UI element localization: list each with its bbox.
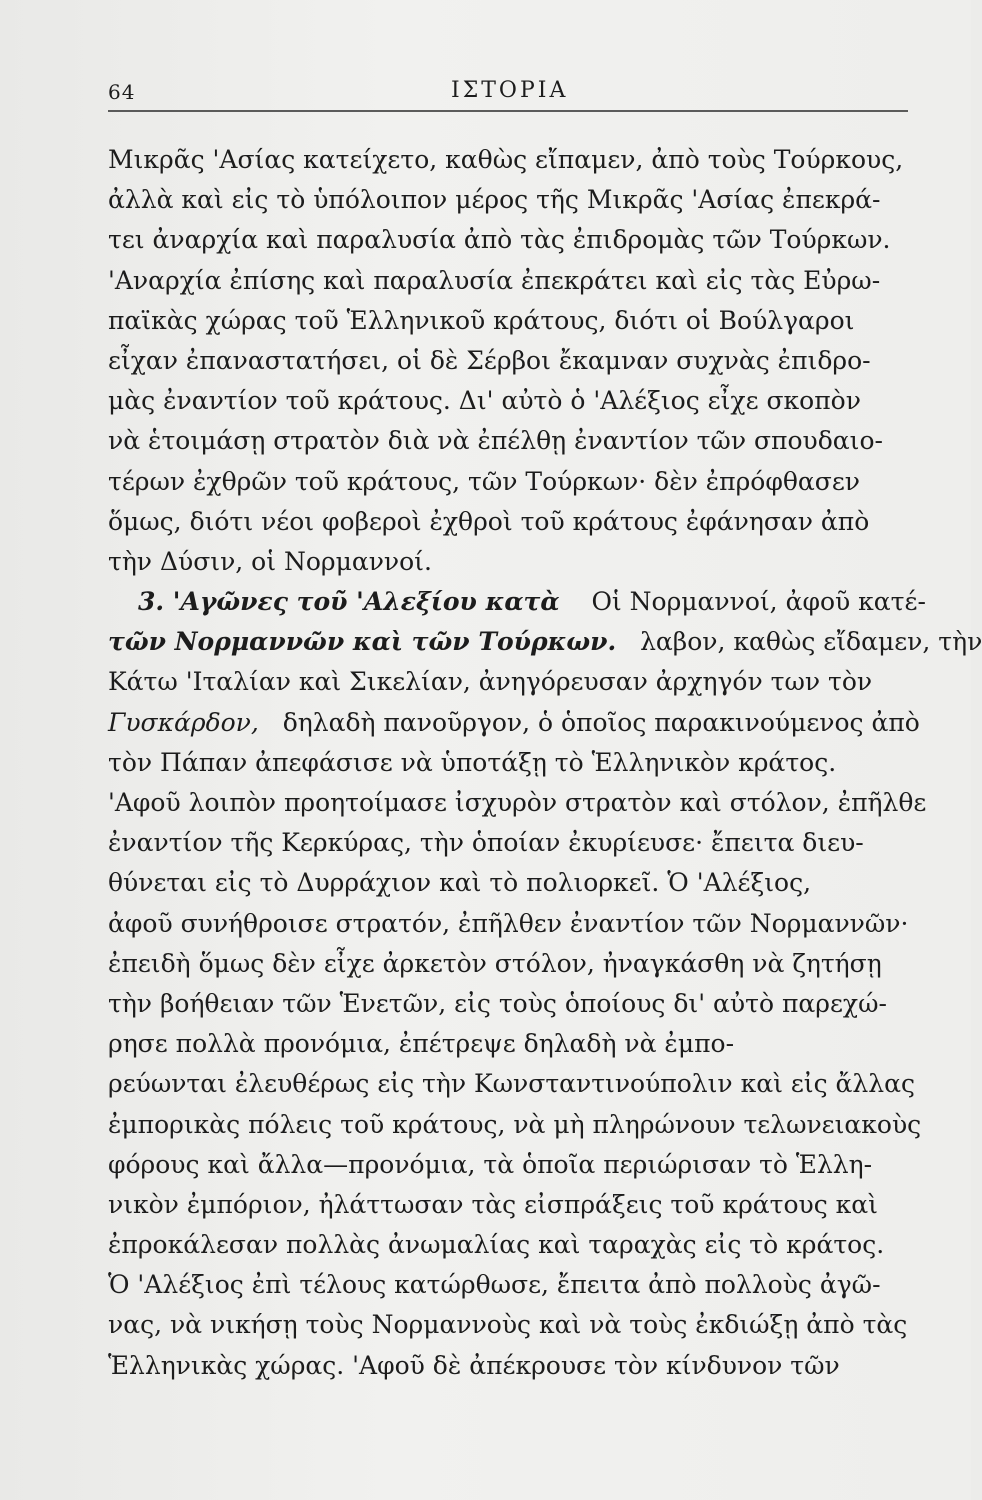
text-line: θύνεται εἰς τὸ Δυρράχιον καὶ τὸ πολιορκεῖ. Ὁ 'Αλέξιος, — [108, 868, 812, 898]
section-heading-line — [108, 582, 938, 622]
text-line: παϊκὰς χώρας τοῦ Ἑλληνικοῦ κράτους, διότι οἱ Βούλγαροι — [108, 305, 855, 335]
text-line: τὴν Δύσιν, οἱ Νορμαννοί. — [108, 546, 432, 576]
text-line: εἶχαν ἐπαναστατήσει, οἱ δὲ Σέρβοι ἔκαμναν συχνὰς ἐπιδρο- — [108, 345, 871, 375]
text-line: τέρων ἐχθρῶν τοῦ κράτους, τῶν Τούρκων· δὲν ἐπρόφθασεν — [108, 466, 861, 496]
page-header — [108, 72, 908, 112]
text-line: φόρους καὶ ἄλλα—προνόμια, τὰ ὁποῖα περιώρισαν τὸ Ἑλλη- — [108, 1149, 873, 1179]
text-line: Ἑλληνικὰς χώρας. 'Αφοῦ δὲ ἀπέκρουσε τὸν κίνδυνον τῶν — [108, 1350, 840, 1380]
text-line: Μικρᾶς 'Ασίας κατείχετο, καθὼς εἴπαμεν, ἀπὸ τοὺς Τούρκους, — [108, 145, 904, 174]
text-line: Κάτω 'Ιταλίαν καὶ Σικελίαν, ἀνηγόρευσαν ἀρχηγόν των τὸν — [108, 667, 873, 697]
text-line: ἐμπορικὰς πόλεις τοῦ κράτους, νὰ μὴ πληρώνουν τελωνειακοὺς — [108, 1109, 922, 1139]
section-heading-line — [108, 622, 982, 662]
text-line: νὰ ἑτοιμάσῃ στρατὸν διὰ νὰ ἐπέλθῃ ἐναντίον τῶν σπουδαιο- — [108, 426, 883, 456]
running-title: ΙΣΤΟΡΙΑ — [451, 78, 569, 103]
text-line: 'Αφοῦ λοιπὸν προητοίμασε ἰσχυρὸν στρατὸν καὶ στόλον, ἐπῆλθε — [108, 788, 927, 817]
section-heading: τῶν Νορμαννῶν καὶ τῶν Τούρκων. — [108, 627, 617, 657]
section-heading: 3. 'Αγῶνες τοῦ 'Αλεξίου κατὰ — [138, 587, 560, 617]
text-line: ρεύωνται ἐλευθέρως εἰς τὴν Κωνσταντινούπολιν καὶ εἰς ἄλλας — [108, 1069, 915, 1099]
text-line: ἐπροκάλεσαν πολλὰς ἀνωμαλίας καὶ ταραχὰς εἰς τὸ κράτος. — [108, 1230, 885, 1260]
text-line: Ὁ 'Αλέξιος ἐπὶ τέλους κατώρθωσε, ἔπειτα ἀπὸ πολλοὺς ἀγῶ- — [108, 1270, 881, 1300]
italic-name: Γυσκάρδον, — [108, 707, 259, 737]
text-line: νας, νὰ νικήσῃ τοὺς Νορμαννοὺς καὶ νὰ τοὺς ἐκδιώξῃ ἀπὸ τὰς — [108, 1310, 908, 1340]
text-line: ἀφοῦ συνήθροισε στρατόν, ἐπῆλθεν ἐναντίον τῶν Νορμαννῶν· — [108, 908, 909, 938]
page-number: 64 — [108, 80, 136, 104]
text-line: 'Αναρχία ἐπίσης καὶ παραλυσία ἐπεκράτει καὶ εἰς τὰς Εὐρω- — [108, 265, 881, 295]
text-line: ρησε πολλὰ προνόμια, ἐπέτρεψε δηλαδὴ νὰ ἐμπο- — [108, 1029, 735, 1059]
text-line: ἐναντίον τῆς Κερκύρας, τὴν ὁποίαν ἐκυρίευσε· ἔπειτα διευ- — [108, 828, 864, 858]
text-line: μὰς ἐναντίον τοῦ κράτους. Δι' αὐτὸ ὁ 'Αλέξιος εἶχε σκοπὸν — [108, 386, 861, 416]
text-line: τὸν Πάπαν ἀπεφάσισε νὰ ὑποτάξῃ τὸ Ἑλληνικὸν κράτος. — [108, 747, 837, 777]
text-segment: δηλαδὴ πανοῦργον, ὁ ὁποῖος παρακινούμενος ἀπὸ — [282, 707, 920, 737]
text-line: τει ἀναρχία καὶ παραλυσία ἀπὸ τὰς ἐπιδρομὰς τῶν Τούρκων. — [108, 225, 891, 255]
text-line: ἀλλὰ καὶ εἰς τὸ ὑπόλοιπον μέρος τῆς Μικρᾶς 'Ασίας ἐπεκρά- — [108, 185, 881, 215]
text-line: νικὸν ἐμπόριον, ἠλάττωσαν τὰς εἰσπράξεις τοῦ κράτους καὶ — [108, 1189, 878, 1219]
section-text: λαβον, καθὼς εἴδαμεν, τὴν — [640, 627, 982, 657]
text-line: τὴν βοήθειαν τῶν Ἑνετῶν, εἰς τοὺς ὁποίους δι' αὐτὸ παρεχώ- — [108, 988, 887, 1018]
text-line: ἐπειδὴ ὅμως δὲν εἶχε ἀρκετὸν στόλον, ἠναγκάσθη νὰ ζητήσῃ — [108, 948, 882, 978]
header-rule — [108, 110, 908, 112]
text-line: ὅμως, διότι νέοι φοβεροὶ ἐχθροὶ τοῦ κράτους ἐφάνησαν ἀπὸ — [108, 506, 870, 536]
text-line — [108, 703, 938, 743]
section-text: Οἱ Νορμαννοί, ἀφοῦ κατέ- — [591, 587, 926, 617]
body-text — [108, 140, 982, 1386]
